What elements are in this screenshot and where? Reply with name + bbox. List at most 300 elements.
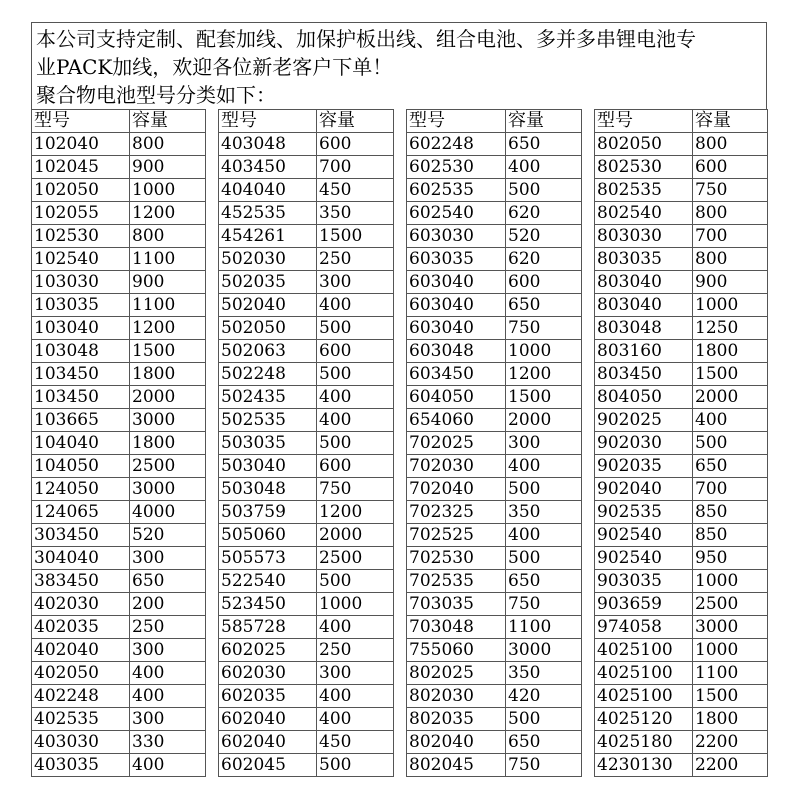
table-row xyxy=(407,547,582,570)
capacity-cell: 3000 xyxy=(693,616,768,639)
capacity-cell: 1100 xyxy=(506,616,582,639)
table-row xyxy=(595,409,768,432)
table-row xyxy=(595,386,768,409)
table-row xyxy=(219,685,394,708)
model-cell: 502248 xyxy=(219,363,317,386)
capacity-cell: 750 xyxy=(506,317,582,340)
model-cell: 402248 xyxy=(32,685,130,708)
table-row xyxy=(219,225,394,248)
model-cell: 602040 xyxy=(219,731,317,754)
capacity-cell: 400 xyxy=(693,409,768,432)
model-table-4 xyxy=(594,109,768,777)
capacity-cell: 800 xyxy=(693,202,768,225)
table-row xyxy=(32,754,206,777)
capacity-cell: 2000 xyxy=(130,386,206,409)
model-cell: 603040 xyxy=(407,294,506,317)
table-row xyxy=(407,731,582,754)
model-cell: 522540 xyxy=(219,570,317,593)
table-row xyxy=(219,156,394,179)
capacity-cell: 350 xyxy=(506,501,582,524)
table-row xyxy=(407,593,582,616)
capacity-cell: 400 xyxy=(130,685,206,708)
table-row xyxy=(32,271,206,294)
table-row xyxy=(32,708,206,731)
column-header-model: 型号 xyxy=(32,110,130,133)
model-cell: 702040 xyxy=(407,478,506,501)
capacity-cell: 350 xyxy=(317,202,394,225)
model-cell: 702025 xyxy=(407,432,506,455)
capacity-cell: 2200 xyxy=(693,731,768,754)
table-row xyxy=(32,363,206,386)
model-cell: 802045 xyxy=(407,754,506,777)
table-row xyxy=(219,754,394,777)
model-cell: 503759 xyxy=(219,501,317,524)
model-cell: 803035 xyxy=(595,248,693,271)
model-cell: 102050 xyxy=(32,179,130,202)
model-cell: 603030 xyxy=(407,225,506,248)
capacity-cell: 1000 xyxy=(693,294,768,317)
capacity-cell: 750 xyxy=(693,179,768,202)
model-table-1 xyxy=(31,109,206,777)
capacity-cell: 1000 xyxy=(693,570,768,593)
capacity-cell: 600 xyxy=(317,133,394,156)
capacity-cell: 1250 xyxy=(693,317,768,340)
table-row xyxy=(407,524,582,547)
table-row xyxy=(32,340,206,363)
capacity-cell: 750 xyxy=(317,478,394,501)
intro-text-line-1: 本公司支持定制、配套加线、加保护板出线、组合电池、多并多串锂电池专 xyxy=(36,27,696,51)
capacity-cell: 2000 xyxy=(506,409,582,432)
model-cell: 902540 xyxy=(595,524,693,547)
model-table-3 xyxy=(406,109,582,777)
capacity-cell: 1500 xyxy=(693,363,768,386)
model-cell: 304040 xyxy=(32,547,130,570)
capacity-cell: 1200 xyxy=(130,317,206,340)
model-cell: 902035 xyxy=(595,455,693,478)
model-cell: 703035 xyxy=(407,593,506,616)
table-row xyxy=(32,409,206,432)
capacity-cell: 350 xyxy=(506,662,582,685)
table-row xyxy=(595,478,768,501)
table-row xyxy=(32,662,206,685)
model-cell: 402030 xyxy=(32,593,130,616)
model-cell: 402050 xyxy=(32,662,130,685)
capacity-cell: 500 xyxy=(506,478,582,501)
model-cell: 402535 xyxy=(32,708,130,731)
model-cell: 103450 xyxy=(32,386,130,409)
capacity-cell: 800 xyxy=(693,248,768,271)
capacity-cell: 800 xyxy=(693,133,768,156)
capacity-cell: 400 xyxy=(317,294,394,317)
capacity-cell: 900 xyxy=(693,271,768,294)
model-cell: 303450 xyxy=(32,524,130,547)
table-row xyxy=(407,202,582,225)
model-cell: 104050 xyxy=(32,455,130,478)
capacity-cell: 620 xyxy=(506,248,582,271)
model-cell: 602040 xyxy=(219,708,317,731)
capacity-cell: 2500 xyxy=(693,593,768,616)
table-row xyxy=(595,455,768,478)
model-cell: 602530 xyxy=(407,156,506,179)
model-cell: 403048 xyxy=(219,133,317,156)
model-cell: 404040 xyxy=(219,179,317,202)
capacity-cell: 500 xyxy=(317,754,394,777)
capacity-cell: 450 xyxy=(317,731,394,754)
capacity-cell: 450 xyxy=(317,179,394,202)
capacity-cell: 650 xyxy=(693,455,768,478)
table-row xyxy=(32,593,206,616)
model-cell: 403030 xyxy=(32,731,130,754)
table-row xyxy=(407,179,582,202)
capacity-cell: 600 xyxy=(317,340,394,363)
model-cell: 802540 xyxy=(595,202,693,225)
table-row xyxy=(595,340,768,363)
table-row xyxy=(219,248,394,271)
model-cell: 505060 xyxy=(219,524,317,547)
column-header-model: 型号 xyxy=(219,110,317,133)
table-row xyxy=(407,685,582,708)
table-row xyxy=(407,409,582,432)
table-row xyxy=(595,225,768,248)
model-cell: 502535 xyxy=(219,409,317,432)
capacity-cell: 1000 xyxy=(130,179,206,202)
capacity-cell: 1500 xyxy=(693,685,768,708)
capacity-cell: 600 xyxy=(506,271,582,294)
column-header-model: 型号 xyxy=(407,110,506,133)
table-row xyxy=(595,662,768,685)
model-cell: 902025 xyxy=(595,409,693,432)
capacity-cell: 850 xyxy=(693,524,768,547)
table-row xyxy=(595,547,768,570)
capacity-cell: 900 xyxy=(130,156,206,179)
capacity-cell: 1100 xyxy=(130,248,206,271)
model-cell: 102530 xyxy=(32,225,130,248)
model-cell: 903659 xyxy=(595,593,693,616)
section-title: 聚合物电池型号分类如下： xyxy=(36,83,276,107)
model-cell: 802050 xyxy=(595,133,693,156)
model-cell: 502035 xyxy=(219,271,317,294)
model-cell: 4230130 xyxy=(595,754,693,777)
model-cell: 703048 xyxy=(407,616,506,639)
spec-sheet xyxy=(31,22,767,794)
capacity-cell: 400 xyxy=(130,662,206,685)
table-row xyxy=(219,179,394,202)
capacity-cell: 1500 xyxy=(130,340,206,363)
table-row xyxy=(595,179,768,202)
table-row xyxy=(219,570,394,593)
model-cell: 103665 xyxy=(32,409,130,432)
capacity-cell: 800 xyxy=(130,225,206,248)
table-row xyxy=(407,754,582,777)
model-cell: 702525 xyxy=(407,524,506,547)
table-row xyxy=(219,662,394,685)
table-row xyxy=(32,248,206,271)
capacity-cell: 3000 xyxy=(130,409,206,432)
table-row xyxy=(219,317,394,340)
model-cell: 802035 xyxy=(407,708,506,731)
table-row xyxy=(595,685,768,708)
capacity-cell: 1800 xyxy=(693,708,768,731)
model-cell: 502050 xyxy=(219,317,317,340)
model-cell: 502435 xyxy=(219,386,317,409)
capacity-cell: 400 xyxy=(317,616,394,639)
table-row xyxy=(32,294,206,317)
model-cell: 4025120 xyxy=(595,708,693,731)
table-row xyxy=(219,340,394,363)
table-row xyxy=(219,478,394,501)
capacity-cell: 400 xyxy=(506,524,582,547)
model-cell: 602035 xyxy=(219,685,317,708)
model-cell: 102040 xyxy=(32,133,130,156)
capacity-cell: 800 xyxy=(130,133,206,156)
model-cell: 454261 xyxy=(219,225,317,248)
table-row xyxy=(595,570,768,593)
table-row xyxy=(32,317,206,340)
capacity-cell: 200 xyxy=(130,593,206,616)
table-row xyxy=(32,616,206,639)
capacity-cell: 300 xyxy=(506,432,582,455)
table-row xyxy=(219,455,394,478)
table-row xyxy=(407,478,582,501)
column-header-capacity: 容量 xyxy=(693,110,768,133)
model-cell: 602030 xyxy=(219,662,317,685)
table-row xyxy=(595,501,768,524)
model-cell: 502063 xyxy=(219,340,317,363)
capacity-cell: 1000 xyxy=(693,639,768,662)
capacity-cell: 750 xyxy=(506,754,582,777)
table-row xyxy=(595,363,768,386)
table-row xyxy=(32,455,206,478)
table-row xyxy=(407,156,582,179)
model-cell: 124065 xyxy=(32,501,130,524)
table-row xyxy=(407,271,582,294)
model-cell: 903035 xyxy=(595,570,693,593)
table-row xyxy=(32,386,206,409)
table-row xyxy=(407,616,582,639)
table-row xyxy=(219,363,394,386)
table-row xyxy=(595,616,768,639)
table-row xyxy=(32,547,206,570)
table-row xyxy=(219,202,394,225)
capacity-cell: 1800 xyxy=(130,363,206,386)
capacity-cell: 950 xyxy=(693,547,768,570)
capacity-cell: 400 xyxy=(317,685,394,708)
table-row xyxy=(595,271,768,294)
model-cell: 602045 xyxy=(219,754,317,777)
table-row xyxy=(407,340,582,363)
model-cell: 654060 xyxy=(407,409,506,432)
capacity-cell: 400 xyxy=(317,708,394,731)
capacity-cell: 700 xyxy=(693,225,768,248)
table-row xyxy=(219,547,394,570)
model-cell: 4025100 xyxy=(595,639,693,662)
capacity-cell: 1200 xyxy=(317,501,394,524)
table-row xyxy=(32,156,206,179)
table-row xyxy=(32,133,206,156)
table-row xyxy=(407,455,582,478)
model-cell: 803048 xyxy=(595,317,693,340)
capacity-cell: 600 xyxy=(317,455,394,478)
table-row xyxy=(595,524,768,547)
table-row xyxy=(595,317,768,340)
table-row xyxy=(407,248,582,271)
capacity-cell: 600 xyxy=(693,156,768,179)
capacity-cell: 2200 xyxy=(693,754,768,777)
table-header-row xyxy=(407,110,582,133)
table-row xyxy=(595,202,768,225)
model-cell: 804050 xyxy=(595,386,693,409)
model-cell: 124050 xyxy=(32,478,130,501)
capacity-cell: 750 xyxy=(506,593,582,616)
capacity-cell: 300 xyxy=(130,547,206,570)
capacity-cell: 500 xyxy=(506,547,582,570)
capacity-cell: 400 xyxy=(506,455,582,478)
capacity-cell: 1200 xyxy=(130,202,206,225)
model-cell: 702530 xyxy=(407,547,506,570)
capacity-cell: 400 xyxy=(317,386,394,409)
model-cell: 452535 xyxy=(219,202,317,225)
model-cell: 383450 xyxy=(32,570,130,593)
capacity-cell: 250 xyxy=(317,248,394,271)
capacity-cell: 300 xyxy=(130,639,206,662)
table-row xyxy=(32,179,206,202)
column-header-capacity: 容量 xyxy=(506,110,582,133)
table-row xyxy=(595,708,768,731)
model-cell: 974058 xyxy=(595,616,693,639)
model-cell: 603035 xyxy=(407,248,506,271)
table-row xyxy=(219,271,394,294)
table-row xyxy=(219,708,394,731)
capacity-cell: 3000 xyxy=(506,639,582,662)
table-row xyxy=(595,593,768,616)
capacity-cell: 520 xyxy=(506,225,582,248)
table-row xyxy=(219,616,394,639)
model-cell: 803450 xyxy=(595,363,693,386)
table-row xyxy=(32,225,206,248)
capacity-cell: 500 xyxy=(506,179,582,202)
table-row xyxy=(32,639,206,662)
table-row xyxy=(219,133,394,156)
capacity-cell: 3000 xyxy=(130,478,206,501)
model-cell: 503040 xyxy=(219,455,317,478)
model-cell: 802535 xyxy=(595,179,693,202)
table-row xyxy=(32,570,206,593)
table-row xyxy=(407,662,582,685)
model-cell: 4025180 xyxy=(595,731,693,754)
capacity-cell: 650 xyxy=(506,731,582,754)
capacity-cell: 650 xyxy=(506,294,582,317)
capacity-cell: 4000 xyxy=(130,501,206,524)
capacity-cell: 1500 xyxy=(317,225,394,248)
capacity-cell: 650 xyxy=(506,133,582,156)
model-cell: 585728 xyxy=(219,616,317,639)
table-row xyxy=(219,386,394,409)
model-cell: 102055 xyxy=(32,202,130,225)
model-cell: 803040 xyxy=(595,294,693,317)
capacity-cell: 620 xyxy=(506,202,582,225)
table-row xyxy=(32,524,206,547)
table-header-row xyxy=(595,110,768,133)
model-cell: 755060 xyxy=(407,639,506,662)
table-row xyxy=(32,685,206,708)
capacity-cell: 1800 xyxy=(130,432,206,455)
table-row xyxy=(407,639,582,662)
capacity-cell: 400 xyxy=(130,754,206,777)
model-cell: 403035 xyxy=(32,754,130,777)
model-cell: 103035 xyxy=(32,294,130,317)
model-table-2 xyxy=(218,109,394,777)
model-cell: 503048 xyxy=(219,478,317,501)
table-row xyxy=(32,202,206,225)
model-cell: 523450 xyxy=(219,593,317,616)
capacity-cell: 1100 xyxy=(130,294,206,317)
model-cell: 802040 xyxy=(407,731,506,754)
model-cell: 602248 xyxy=(407,133,506,156)
column-header-model: 型号 xyxy=(595,110,693,133)
capacity-cell: 2000 xyxy=(693,386,768,409)
model-cell: 702030 xyxy=(407,455,506,478)
model-cell: 604050 xyxy=(407,386,506,409)
capacity-cell: 420 xyxy=(506,685,582,708)
capacity-cell: 700 xyxy=(317,156,394,179)
model-cell: 803030 xyxy=(595,225,693,248)
model-cell: 702325 xyxy=(407,501,506,524)
capacity-cell: 850 xyxy=(693,501,768,524)
table-row xyxy=(595,432,768,455)
capacity-cell: 1200 xyxy=(506,363,582,386)
table-header-row xyxy=(32,110,206,133)
table-row xyxy=(407,501,582,524)
model-cell: 104040 xyxy=(32,432,130,455)
model-cell: 603040 xyxy=(407,317,506,340)
model-cell: 902030 xyxy=(595,432,693,455)
model-cell: 503035 xyxy=(219,432,317,455)
model-cell: 103030 xyxy=(32,271,130,294)
table-row xyxy=(407,363,582,386)
capacity-cell: 300 xyxy=(317,662,394,685)
column-header-capacity: 容量 xyxy=(317,110,394,133)
capacity-cell: 500 xyxy=(506,708,582,731)
model-cell: 702535 xyxy=(407,570,506,593)
model-cell: 502030 xyxy=(219,248,317,271)
table-row xyxy=(595,754,768,777)
table-row xyxy=(595,156,768,179)
capacity-cell: 1000 xyxy=(317,593,394,616)
table-row xyxy=(219,524,394,547)
table-row xyxy=(595,294,768,317)
intro-text-line-2: 业PACK加线，欢迎各位新老客户下单！ xyxy=(36,55,393,79)
model-cell: 803040 xyxy=(595,271,693,294)
capacity-cell: 330 xyxy=(130,731,206,754)
model-cell: 902040 xyxy=(595,478,693,501)
table-row xyxy=(595,133,768,156)
table-row xyxy=(219,294,394,317)
table-row xyxy=(407,432,582,455)
model-cell: 402035 xyxy=(32,616,130,639)
table-row xyxy=(219,409,394,432)
table-row xyxy=(595,639,768,662)
model-cell: 4025100 xyxy=(595,685,693,708)
model-cell: 603048 xyxy=(407,340,506,363)
capacity-cell: 650 xyxy=(506,570,582,593)
capacity-cell: 520 xyxy=(130,524,206,547)
capacity-cell: 900 xyxy=(130,271,206,294)
capacity-cell: 300 xyxy=(130,708,206,731)
table-row xyxy=(407,386,582,409)
capacity-cell: 2500 xyxy=(317,547,394,570)
table-row xyxy=(32,432,206,455)
capacity-cell: 500 xyxy=(693,432,768,455)
